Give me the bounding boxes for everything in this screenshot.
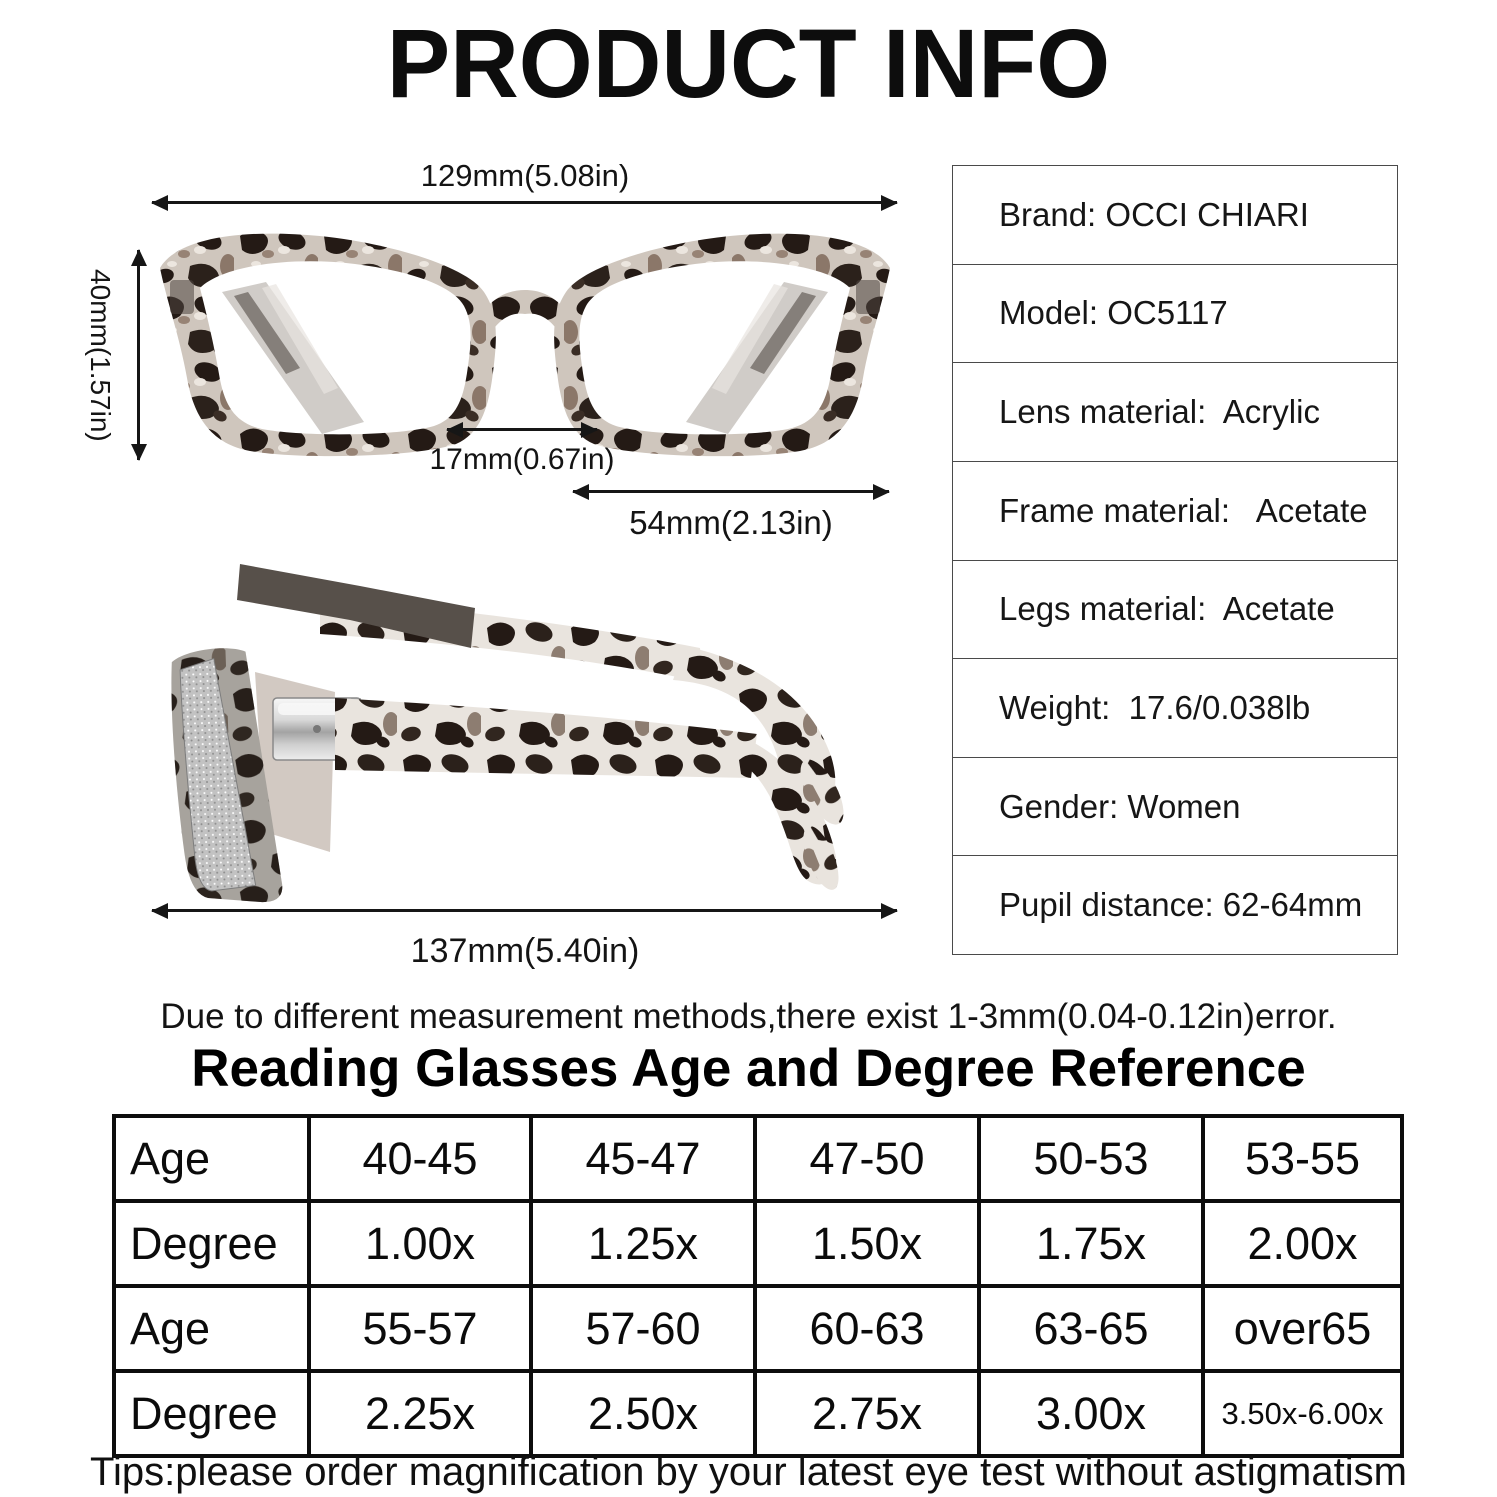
glasses-side-illustration	[145, 552, 905, 908]
table-cell: 2.25x	[309, 1371, 531, 1456]
arrow-left-icon	[446, 422, 463, 438]
page-title: PRODUCT INFO	[386, 9, 1111, 118]
table-row	[114, 1201, 1402, 1286]
spec-text: Legs material: Acetate	[999, 590, 1335, 628]
arrow-down-icon	[131, 444, 147, 461]
row-header: Age	[114, 1286, 309, 1371]
dim-label-bridge-width: 17mm(0.67in)	[429, 443, 615, 476]
table-cell: 55-57	[309, 1286, 531, 1371]
table-cell: 63-65	[979, 1286, 1203, 1371]
spec-table	[952, 165, 1398, 955]
table-cell: 1.50x	[755, 1201, 979, 1286]
spec-row-gender	[953, 758, 1397, 857]
spec-row-model	[953, 265, 1397, 364]
spec-row-weight	[953, 659, 1397, 758]
table-cell: 1.25x	[531, 1201, 755, 1286]
arrow-left-icon	[151, 903, 168, 919]
table-cell: 60-63	[755, 1286, 979, 1371]
measurement-note: Due to different measurement methods,there exist 1-3mm(0.04-0.12in)error.	[160, 997, 1337, 1036]
spec-text: Lens material: Acrylic	[999, 393, 1320, 431]
reference-heading: Reading Glasses Age and Degree Reference	[191, 1039, 1306, 1098]
table-cell: 2.75x	[755, 1371, 979, 1456]
table-cell: 3.00x	[979, 1371, 1203, 1456]
table-row	[114, 1286, 1402, 1371]
arrow-right-icon	[581, 422, 598, 438]
arrow-left-icon	[151, 195, 168, 211]
spec-text: Brand: OCCI CHIARI	[999, 195, 1309, 233]
reference-table	[112, 1114, 1404, 1458]
table-row	[114, 1371, 1402, 1456]
arrow-right-icon	[873, 484, 890, 500]
table-cell: 53-55	[1203, 1116, 1402, 1201]
dim-label-frame-width: 129mm(5.08in)	[420, 158, 630, 193]
arrow-up-icon	[131, 249, 147, 266]
spec-row-brand	[953, 166, 1397, 265]
spec-text: Gender: Women	[999, 787, 1241, 825]
spec-text: Model: OC5117	[999, 294, 1228, 332]
dim-arrow-bridge-width	[447, 428, 597, 431]
dim-arrow-temple-length	[152, 909, 897, 912]
table-cell: over65	[1203, 1286, 1402, 1371]
tips-text: Tips:please order magnification by your latest eye test without astigmatism	[90, 1450, 1407, 1494]
spec-row-frame-material	[953, 462, 1397, 561]
dim-label-temple-length: 137mm(5.40in)	[410, 932, 640, 970]
row-header: Degree	[114, 1201, 309, 1286]
spec-text: Pupil distance: 62-64mm	[999, 886, 1363, 924]
table-cell: 1.75x	[979, 1201, 1203, 1286]
row-header: Degree	[114, 1371, 309, 1456]
table-cell: 57-60	[531, 1286, 755, 1371]
table-cell: 2.00x	[1203, 1201, 1402, 1286]
dim-label-lens-width: 54mm(2.13in)	[629, 504, 833, 541]
row-header: Age	[114, 1116, 309, 1201]
table-cell: 47-50	[755, 1116, 979, 1201]
dim-arrow-frame-width	[152, 201, 897, 204]
table-cell: 40-45	[309, 1116, 531, 1201]
dim-label-lens-height: 40mm(1.57in)	[85, 268, 116, 442]
arrow-left-icon	[572, 484, 589, 500]
table-cell: 1.00x	[309, 1201, 531, 1286]
spec-row-legs-material	[953, 561, 1397, 660]
spec-text: Weight: 17.6/0.038lb	[999, 688, 1311, 726]
arrow-right-icon	[881, 195, 898, 211]
arrow-right-icon	[881, 903, 898, 919]
table-row	[114, 1116, 1402, 1201]
table-cell: 45-47	[531, 1116, 755, 1201]
table-cell: 50-53	[979, 1116, 1203, 1201]
table-cell: 2.50x	[531, 1371, 755, 1456]
dim-arrow-lens-width	[573, 490, 889, 493]
dim-arrow-lens-height	[137, 250, 140, 460]
glasses-front-illustration	[150, 226, 900, 474]
spec-row-lens-material	[953, 363, 1397, 462]
spec-text: Frame material: Acetate	[999, 491, 1368, 529]
spec-row-pupil-distance	[953, 856, 1397, 954]
table-cell: 3.50x-6.00x	[1203, 1371, 1402, 1456]
